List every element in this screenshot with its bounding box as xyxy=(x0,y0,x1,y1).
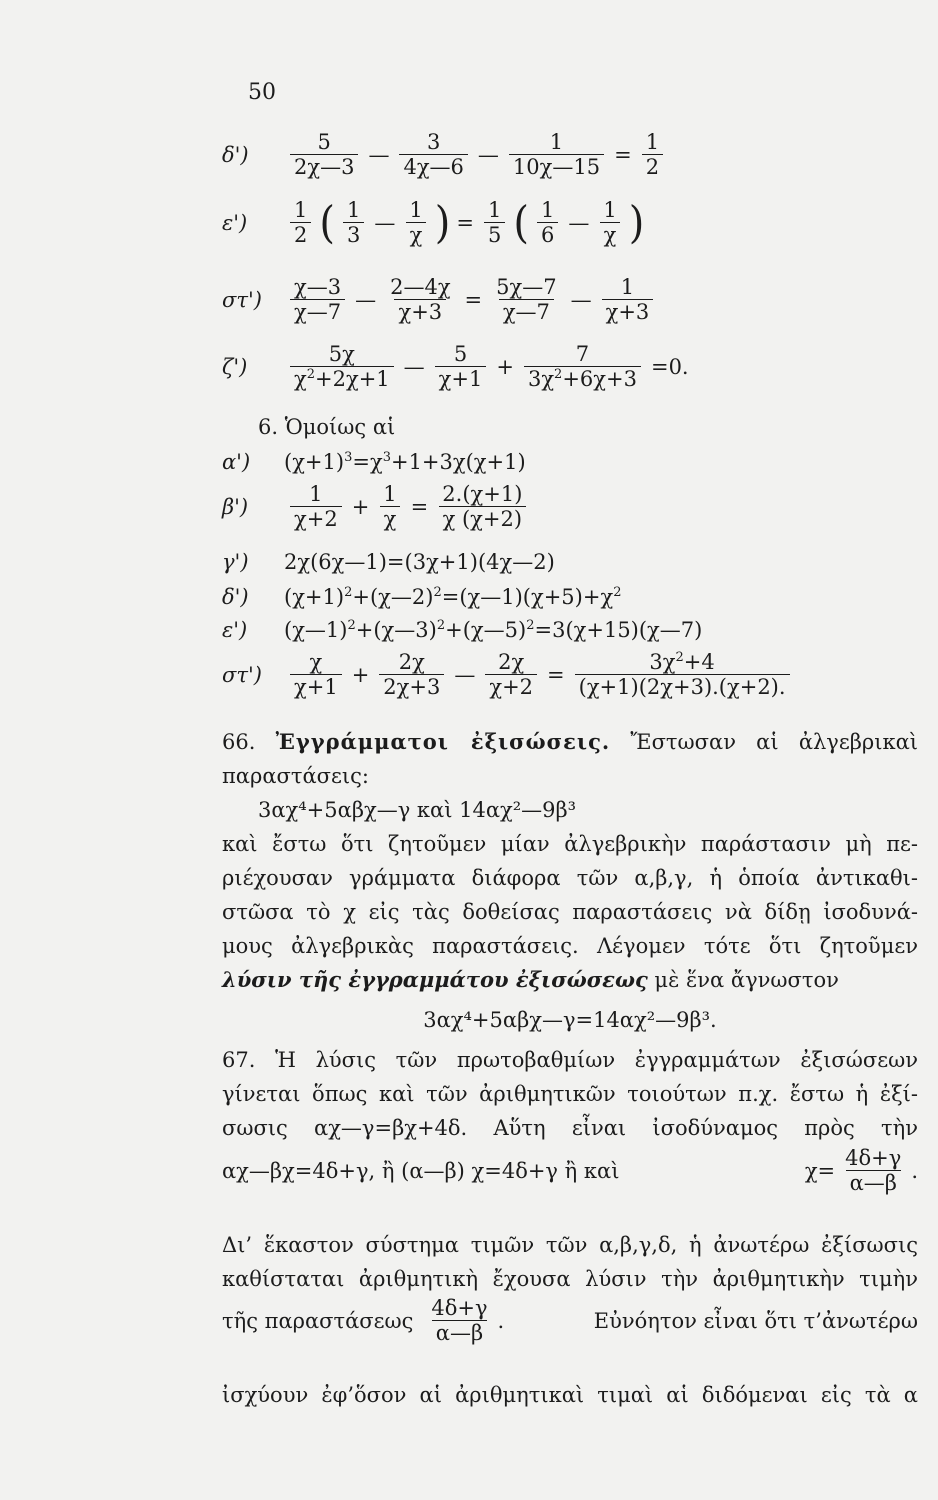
section-67-last-line: ἰσχύουν ἐφ’ὅσον αἱ ἀριθμητικαὶ τιμαὶ αἱ διδόμεναι εἰς τὰ α xyxy=(222,1383,918,1407)
section-67-line1: 67. Ἡ λύσις τῶν πρωτοβαθμίων ἐγγραμμάτων ἐξισώσεων xyxy=(222,1048,918,1072)
section-66-term-line: λύσιν τῆς ἐγγραμμάτου ἐξισώσεως μὲ ἕνα ἄγνωστον xyxy=(222,967,839,992)
page-number: 50 xyxy=(248,80,276,105)
exercise-label: στ') xyxy=(222,288,262,313)
item-delta: δ') $(\chi+1)^2+(\chi—2)^2=(\chi—1)(\chi+5)+\chi^2$ xyxy=(222,585,622,609)
section-66-line2: παραστάσεις: xyxy=(222,764,369,788)
section-66-equation: 3αχ⁴+5αβχ—γ=14αχ²—9β³. xyxy=(423,1008,717,1032)
section-6-heading: 6. Ὁμοίως αἱ xyxy=(258,415,396,439)
exercise-zeta: ζ') $\frac{5\chi}{\chi^2+2\chi+1}$ — $\frac{5}{\chi+1}$ + $\frac{7}{3\chi^2+6\chi+3}$ =0. xyxy=(222,342,689,392)
exercise-label: ζ') xyxy=(222,355,248,380)
section-66-expression: 3αχ⁴+5αβχ—γ καὶ 14αχ²—9β³ xyxy=(258,798,577,822)
exercise-st: στ') $\frac{\chi—3}{\chi—7}$ — $\frac{2—4\chi}{\chi+3}$ = $\frac{5\chi—7}{\chi—7}$ — $\frac{1}{\chi+3}$ xyxy=(222,275,659,325)
item-st: στ') $\frac{\chi}{\chi+1}$ + $\frac{2\chi}{2\chi+3}$ — $\frac{2\chi}{\chi+2}$ = $\frac{3\chi^2+4}{(\chi+1)(2\chi+3).(\chi+2).}$ xyxy=(222,650,796,700)
exercise-delta: δ') $\frac{5}{2\chi—3}$ — $\frac{3}{4\chi—6}$ — $\frac{1}{10\chi—15}$ = $\frac{1}{2}$ xyxy=(222,130,669,180)
book-page: 50 δ') $\frac{5}{2\chi—3}$ — $\frac{3}{4\chi—6}$ — $\frac{1}{10\chi—15}$ = $\frac{1}{2}$ ε') $\frac{1}{2}$ ( $\frac{1}{3}$ — $\frac{1}{\chi}$ ) = $\frac{1}{5}$ ( $\frac{1}{6}$ — $\frac{1}{\chi}$ ) στ') $\frac{\chi—3}{\chi—7}$ — $\frac{2—4\chi}{\chi+3}$ = $\frac{5\chi—7}{\chi—7}$ — $\frac{1}{\chi+3}$ ζ') $\frac{5\chi}{\chi^2+2\chi+1}$ — $\frac{5}{\chi+1}$ + $\frac{7}{3\chi^2+6\chi+3}$ =0. 6. Ὁμοίως αἱ α') $(\chi+1)^3=\chi^3+1+3\chi(\chi+1)$ β') $\frac{1}{\chi+2}$ + $\frac{1}{\chi}$ = $\frac{2.(\chi+1)}{\chi (\chi+2)}$ γ') 2χ(6χ—1)=(3χ+1)(4χ—2) δ') $(\chi+1)^2+(\chi—2)^2=(\chi—1)(\chi+5)+\chi^2$ ε') (χ—1)$^2$+(χ—3)$^2$+(χ—5)$^2$=3(χ+15)(χ—7) στ') $\frac{\chi}{\chi+1}$ + $\frac{2\chi}{2\chi+3}$ — $\frac{2\chi}{\chi+2}$ = $\frac{3\chi^2+4}{(\chi+1)(2\chi+3).(\chi+2).}$ 66. Ἐγγράμματοι ἐξισώσεις. Ἔστωσαν αἱ ἀλγεβρικαὶ παραστάσεις: 3αχ⁴+5αβχ—γ καὶ 14αχ²—9β³ καὶ ἔστω ὅτι ζητοῦμεν μίαν ἀλγεβρικὴν παράστασιν μὴ πε- ριέχουσαν γράμματα διάφορα τῶν α,β,γ, ἡ ὁποία ἀντικαθι- στῶσα τὸ χ εἰς τὰς δοθείσας παραστάσεις νὰ δίδῃ ἰσοδυνά- μους ἀλγεβρικὰς παραστάσεις. Λέγομεν τότε ὅτι ζητοῦμεν λύσιν τῆς ἐγγραμμάτου ἐξισώσεως μὲ ἕνα ἄγνωστον 3αχ⁴+5αβχ—γ=14αχ²—9β³. 67. Ἡ λύσις τῶν πρωτοβαθμίων ἐγγραμμάτων ἐξισώσεων γίνεται ὅπως καὶ τῶν ἀριθμητικῶν τοιούτων π.χ. ἔστω ἡ ἐξί- σωσις αχ—γ=βχ+4δ. Αὕτη εἶναι ἰσοδύναμος πρὸς τὴν αχ—βχ=4δ+γ, ἢ (α—β) χ=4δ+γ ἢ καὶ χ= $\frac{4\delta+\gamma}{\alpha—\beta}$ . Δι’ ἕκαστον σύστημα τιμῶν τῶν α,β,γ,δ, ἡ ἀνωτέρω ἐξίσωσις καθίσταται ἀριθμητικὴ ἔχουσα λύσιν τὴν ἀριθμητικὴν τιμὴν τῆς παραστάσεως $\frac{4\delta+\gamma}{\alpha—\beta}$ . Εὐνόητον εἶναι ὅτι τ’ἀνωτέρω ἰσχύουν ἐφ’ὅσον αἱ ἀριθμητικαὶ τιμαὶ αἱ διδόμεναι εἰς τὰ α xyxy=(0,0,938,1500)
exercise-epsilon: ε') $\frac{1}{2}$ ( $\frac{1}{3}$ — $\frac{1}{\chi}$ ) = $\frac{1}{5}$ ( $\frac{1}{6}$ — $\frac{1}{\chi}$ ) xyxy=(222,197,645,249)
item-gamma: γ') 2χ(6χ—1)=(3χ+1)(4χ—2) xyxy=(222,550,555,574)
item-beta: β') $\frac{1}{\chi+2}$ + $\frac{1}{\chi}$ = $\frac{2.(\chi+1)}{\chi (\chi+2)}$ xyxy=(222,482,532,532)
section-66-line1: 66. Ἐγγράμματοι ἐξισώσεις. Ἔστωσαν αἱ ἀλγεβρικαὶ xyxy=(222,729,919,754)
section-66-title: Ἐγγράμματοι ἐξισώσεις. xyxy=(275,729,611,754)
item-epsilon: ε') (χ—1)$^2$+(χ—3)$^2$+(χ—5)$^2$=3(χ+15)(χ—7) xyxy=(222,618,703,642)
section-67-derivation: αχ—βχ=4δ+γ, ἢ (α—β) χ=4δ+γ ἢ καὶ χ= $\frac{4\delta+\gamma}{\alpha—\beta}$ . xyxy=(222,1146,918,1196)
defined-term: λύσιν τῆς ἐγγραμμάτου ἐξισώσεως xyxy=(222,967,648,992)
exercise-label: ε') xyxy=(222,211,248,236)
exercise-label: δ') xyxy=(222,143,249,168)
item-alpha: α') $(\chi+1)^3=\chi^3+1+3\chi(\chi+1)$ xyxy=(222,450,526,474)
section-67-expression-line: τῆς παραστάσεως $\frac{4\delta+\gamma}{\alpha—\beta}$ . Εὐνόητον εἶναι ὅτι τ’ἀνωτέρω xyxy=(222,1296,918,1346)
